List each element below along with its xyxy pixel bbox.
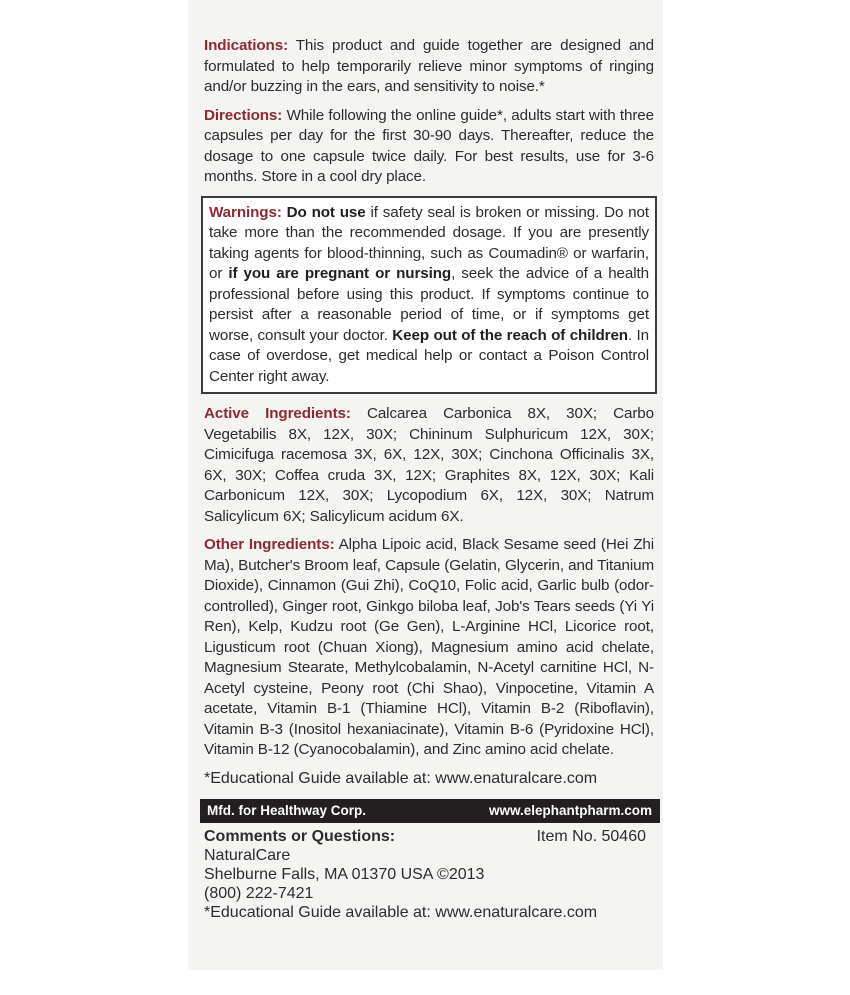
indications-heading: Indications:	[204, 37, 289, 54]
directions-text: While following the online guide*, adults start with three capsules per day for the first 30-90 days. Thereafter, reduce the dosage to one capsule twice daily. For best results, use for 3-6 months. Store in a cool dry place.	[204, 106, 654, 185]
other-ingredients-text: Alpha Lipoic acid, Black Sesame seed (Hei Zhi Ma), Butcher's Broom leaf, Capsule (Gelatin, Glycerin, and Titanium Dioxide), Cinnamon (Gui Zhi), CoQ10, Folic acid, Garlic bulb (odor-controlled), Ginger root, Ginkgo biloba leaf, Job's Tears seeds (Yi Yi Ren), Kelp, Kudzu root (Ge Gen), L-Arginine HCl, Licorice root, Ligusticum root (Chuan Xiong), Magnesium amino acid chelate, Magnesium Stearate, Methylcobalamin, N-Acetyl carnitine HCl, N-Acetyl cysteine, Peony root (Chi Shao), Vinpocetine, Vitamin A acetate, Vitamin B-1 (Thiamine HCl), Vitamin B-2 (Riboflavin), Vitamin B-3 (Inositol hexaniacinate), Vitamin B-6 (Pyridoxine HCl), Vitamin B-12 (Cyanocobalamin), and Zinc amino acid chelate.	[204, 536, 654, 758]
active-ingredients-text: Calcarea Carbonica 8X, 30X; Carbo Vegetabilis 8X, 12X, 30X; Chininum Sulphuricum 12X, 30X; Cimicifuga racemosa 3X, 6X, 12X, 30X; Cinchona Officinalis 3X, 6X, 30X; Coffea cruda 3X, 12X; Graphites 8X, 12X, 30X; Kali Carbonicum 12X, 30X; Lycopodium 6X, 12X, 30X; Natrum Salicylicum 6X; Salicylicum acidum 6X.	[204, 405, 654, 525]
active-ingredients-heading: Active Ingredients:	[204, 405, 351, 422]
warnings-pregnant: if you are pregnant or nursing	[222, 265, 452, 282]
active-ingredients-section	[204, 404, 654, 527]
other-ingredients-heading: Other Ingredients:	[204, 536, 335, 553]
item-number: Item No. 50460	[536, 827, 646, 845]
manufacturer-label: Mfd. for Healthway Corp.	[207, 803, 367, 818]
warnings-box	[201, 196, 657, 395]
warnings-keep-out: Keep out of the reach of children	[387, 326, 628, 344]
company-address: Shelburne Falls, MA 01370 USA ©2013	[204, 865, 485, 883]
indications-text: This product and guide together are designed and formulated to help temporarily relieve minor symptoms of ringing and/or buzzing in the ears, and sensitivity to noise.*	[204, 37, 654, 95]
guide-note-2: *Educational Guide available at: www.enaturalcare.com	[204, 903, 598, 921]
website-link[interactable]: www.elephantpharm.com	[488, 803, 652, 818]
warnings-section	[209, 203, 649, 388]
warnings-text-3: . In case of overdose, get medical help or contact a Poison Control Center right away.	[209, 326, 649, 385]
directions-heading: Directions:	[204, 106, 283, 124]
contact-block	[204, 827, 654, 922]
warnings-heading: Warnings:	[209, 203, 282, 221]
warnings-text-1: if safety seal is broken or missing. Do not take more than the recommended dosage. If you are presently taking agents for blood-thinning, such as Coumadin® or warfarin, or	[209, 203, 649, 282]
manufacturer-bar	[200, 799, 660, 823]
warnings-do-not-use: Do not use	[281, 203, 366, 221]
directions-section	[204, 106, 654, 188]
guide-note-1: *Educational Guide available at: www.enaturalcare.com	[204, 769, 598, 787]
label-content	[204, 36, 654, 922]
other-ingredients-section	[204, 535, 654, 761]
contact-heading: Comments or Questions:	[204, 827, 396, 845]
indications-section	[204, 36, 654, 98]
company-name: NaturalCare	[204, 846, 291, 864]
warnings-text-2: , seek the advice of a health professional before using this product. If symptoms continue to persist after a reasonable period of time, or if symptoms get worse, consult your doctor.	[209, 265, 649, 344]
phone-number: (800) 222-7421	[204, 884, 314, 902]
